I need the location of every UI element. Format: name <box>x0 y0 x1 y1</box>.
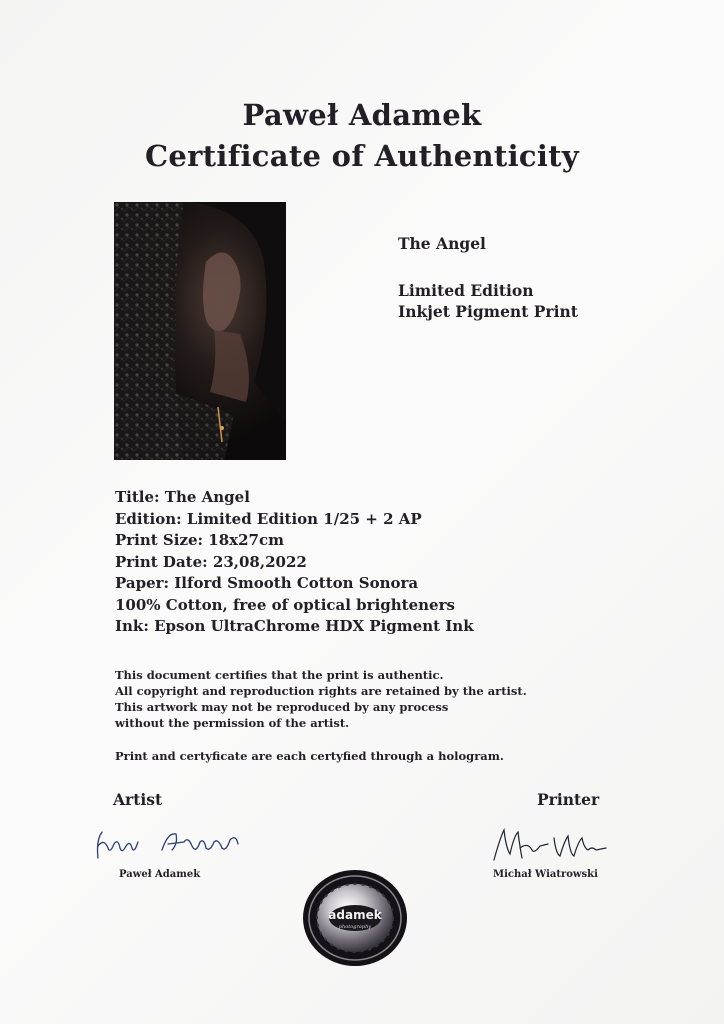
printer-role-label: Printer <box>537 790 600 809</box>
artwork-photo-image <box>114 202 286 460</box>
detail-title: Title: The Angel <box>115 488 250 506</box>
notice-line: without the permission of the artist. <box>115 716 350 730</box>
notice-line: This artwork may not be reproduced by any process <box>115 700 449 714</box>
detail-print-date: Print Date: 23,08,2022 <box>115 552 307 571</box>
detail-paper: Paper: Ilford Smooth Cotton Sonora <box>115 574 419 592</box>
seal-brand: adamek <box>328 908 382 922</box>
printer-signature <box>488 818 613 868</box>
side-print-type: Inkjet Pigment Print <box>398 302 578 321</box>
notice-line: This document certifies that the print is authentic. <box>115 668 444 682</box>
hologram-seal <box>301 868 409 968</box>
side-edition-type: Limited Edition <box>398 281 534 300</box>
certificate-title: Certificate of Authenticity <box>144 139 580 173</box>
detail-edition: Edition: Limited Edition 1/25 + 2 AP <box>115 509 422 528</box>
artist-name: Paweł Adamek <box>119 869 201 880</box>
artwork-photo <box>114 202 286 460</box>
hologram-note: Print and certyficate are each certyfied through a hologram. <box>115 749 504 763</box>
printer-name: Michał Wiatrowski <box>493 869 598 880</box>
print-details <box>115 487 474 638</box>
notice-line: All copyright and reproduction rights are retained by the artist. <box>115 684 527 698</box>
artist-role-label: Artist <box>113 790 163 809</box>
seal-subtitle: photography <box>338 924 372 930</box>
authenticity-notice <box>115 667 527 731</box>
side-artwork-title: The Angel <box>398 234 486 253</box>
artist-heading: Paweł Adamek <box>242 98 482 132</box>
detail-ink: Ink: Epson UltraChrome HDX Pigment Ink <box>115 617 474 635</box>
detail-paper-composition: 100% Cotton, free of optical brighteners <box>115 595 455 614</box>
detail-print-size: Print Size: 18x27cm <box>115 531 284 549</box>
artist-signature <box>88 818 248 868</box>
